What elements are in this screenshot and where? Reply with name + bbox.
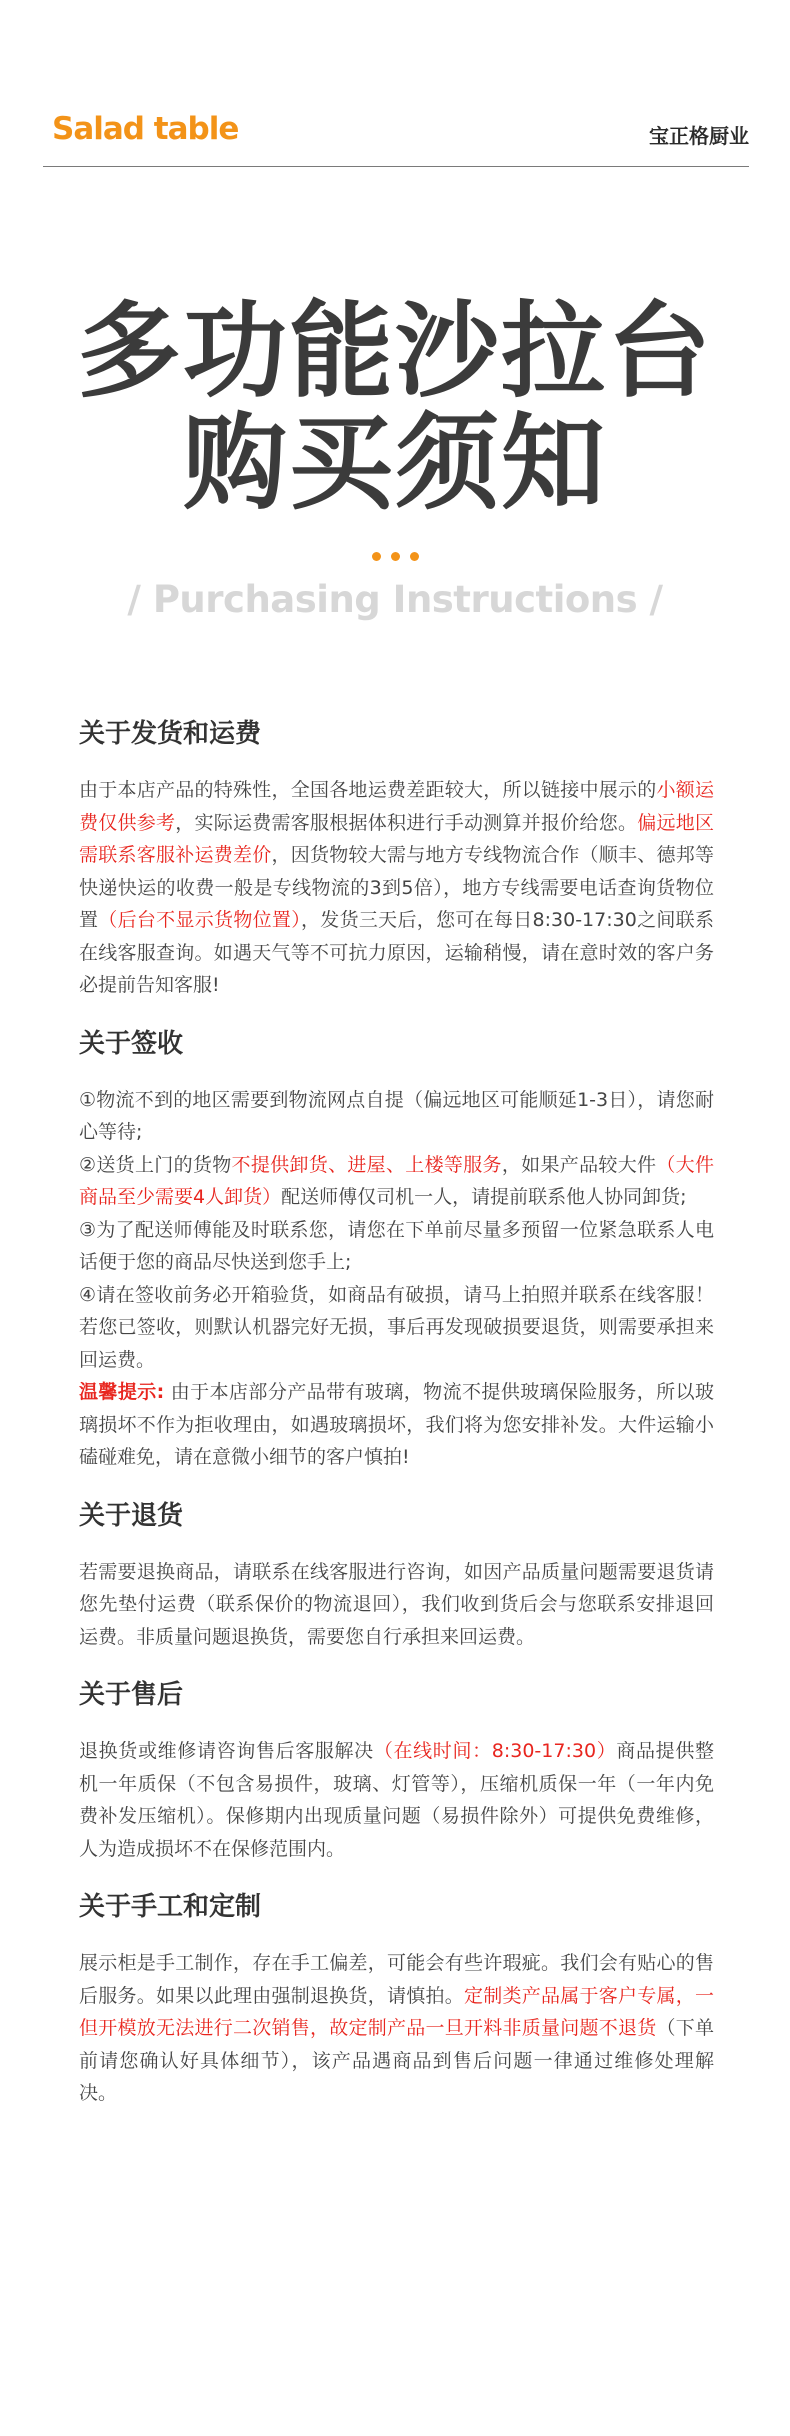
section [79, 1498, 714, 1654]
section-title: 关于手工和定制 [79, 1892, 262, 1922]
section [79, 1889, 714, 2110]
highlight-text: （大件商品至少需要4人卸货） [79, 1153, 714, 1208]
section [79, 1677, 714, 1865]
page-title-line-2: 购买须知 [182, 402, 607, 524]
page-title-line-1: 多功能沙拉台 [76, 290, 713, 412]
page-title [0, 290, 790, 524]
decorative-dots [0, 546, 790, 560]
section-paragraph [79, 1084, 714, 1149]
section [79, 1026, 714, 1474]
section [79, 716, 714, 1002]
body-text: 退换货或维修请咨询售后客服解决 [79, 1740, 374, 1762]
header [43, 108, 749, 167]
dot-icon [410, 552, 419, 561]
section-paragraph [79, 1214, 714, 1279]
highlight-text: （在线时间：8:30-17:30） [373, 1740, 617, 1762]
highlight-text: 偏远地区需联系客服补运费差价 [79, 811, 714, 866]
page-subtitle: / Purchasing Instructions / [127, 578, 663, 621]
section-paragraph [79, 1376, 714, 1474]
dot-icon [372, 552, 381, 561]
company-name: 宝正格厨业 [649, 124, 749, 148]
body-text: ①物流不到的地区需要到物流网点自提（偏远地区可能顺延1-3日），请您耐心等待; [79, 1088, 714, 1143]
highlight-text: 不提供卸货、进屋、上楼等服务 [231, 1153, 502, 1176]
highlight-text: 定制类产品属于客户专属，一但开模放无法进行二次销售，故定制产品一旦开料非质量问题不退货 [79, 1984, 714, 2039]
body-text: （下单前请您确认好具体细节），该产品遇商品到售后问题一律通过维修处理解决。 [79, 2017, 714, 2104]
section-title: 关于退货 [79, 1500, 184, 1531]
highlight-text: （后台不显示货物位置） [98, 909, 302, 931]
section-paragraph [79, 1149, 714, 1214]
brand-logo: Salad table [52, 111, 239, 147]
highlight-text: 小额运费仅供参考 [79, 779, 714, 834]
section-title: 关于签收 [79, 1028, 184, 1059]
section-paragraph [79, 774, 714, 1002]
body-text: 配送师傅仅司机一人，请提前联系他人协同卸货; [281, 1186, 687, 1208]
body-text: ③为了配送师傅能及时联系您，请您在下单前尽量多预留一位紧急联系人电话便于您的商品尽快送到您手上; [79, 1218, 714, 1273]
body-text: 由于本店部分产品带有玻璃，物流不提供玻璃保险服务，所以玻璃损坏不作为拒收理由，如遇玻璃损坏，我们将为您安排补发。大件运输小磕碰难免，请在意微小细节的客户慎拍! [79, 1381, 714, 1468]
section-title: 关于发货和运费 [79, 719, 262, 749]
dot-icon [391, 552, 400, 561]
highlight-text: 温馨提示: [79, 1381, 165, 1403]
section-paragraph [79, 1279, 714, 1377]
section-paragraph [79, 1556, 714, 1654]
section-paragraph [79, 1947, 714, 2110]
body-text: 展示柜是手工制作，存在手工偏差，可能会有些许瑕疵。我们会有贴心的售后服务。如果以此理由强制退换货，请慎拍。 [79, 1952, 714, 2007]
body-text: ，因货物较大需与地方专线物流合作（顺丰、德邦等快递快运的收费一般是专线物流的3到5倍），地方专线需要电话查询货物位置 [79, 844, 714, 931]
body-text: ，发货三天后，您可在每日8:30-17:30之间联系在线客服查询。如遇天气等不可抗力原因，运输稍慢，请在意时效的客户务必提前告知客服! [79, 909, 714, 996]
body-text: ，实际运费需客服根据体积进行手动测算并报价给您。 [175, 811, 638, 834]
section-title: 关于售后 [79, 1680, 184, 1710]
body-text: ④请在签收前务必开箱验货，如商品有破损，请马上拍照并联系在线客服！若您已签收，则默认机器完好无损，事后再发现破损要退货，则需要承担来回运费。 [79, 1283, 714, 1371]
content [79, 716, 714, 2134]
body-text: 若需要退换商品，请联系在线客服进行咨询，如因产品质量问题需要退货请您先垫付运费（联系保价的物流退回），我们收到货后会与您联系安排退回运费。非质量问题退换货，需要您自行承担来回运费。 [79, 1560, 714, 1648]
body-text: ，如果产品较大件 [501, 1153, 657, 1176]
body-text: 由于本店产品的特殊性，全国各地运费差距较大，所以链接中展示的 [79, 779, 657, 801]
section-paragraph [79, 1735, 714, 1865]
body-text: 商品提供整机一年质保（不包含易损件，玻璃、灯管等），压缩机质保一年（一年内免费补发压缩机）。保修期内出现质量问题（易损件除外）可提供免费维修，人为造成损坏不在保修范围内。 [79, 1740, 714, 1860]
body-text: ②送货上门的货物 [79, 1153, 232, 1176]
